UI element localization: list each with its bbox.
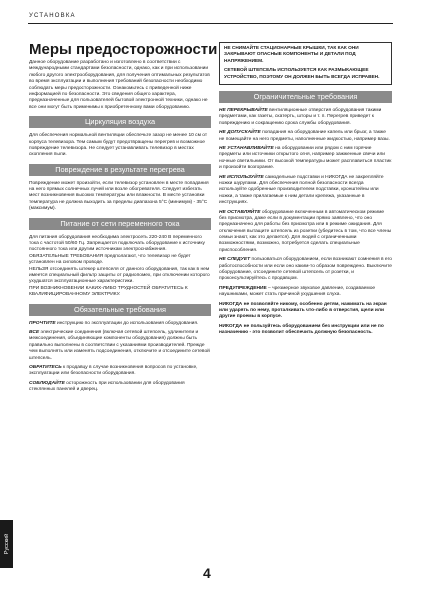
restriction-keyword: НЕ СЛЕДУЕТ	[219, 257, 251, 263]
mandatory-heading: Обязательные требования	[29, 304, 211, 316]
page-number: 4	[203, 565, 211, 581]
restriction-item: НЕ УСТАНАВЛИВАЙТЕ на оборудовании или рядом с ним горячие предметы или источники открытого огня, например зажженные свечи или ночные светильники. От высокой температуры может расплавиться пластик и произойти возгорание.	[219, 145, 392, 171]
mandatory-keyword: ВСЕ	[29, 329, 40, 335]
restriction-keyword: НЕ ПЕРЕКРЫВАЙТЕ	[219, 108, 268, 114]
left-column	[29, 60, 211, 396]
power-paragraph-4: ПРИ ВОЗНИКНОВЕНИИ КАКИХ-ЛИБО ТРУДНОСТЕЙ ОБРАТИТЕСЬ К КВАЛИФИЦИРОВАННОМУ ЭЛЕКТРИКУ.	[29, 285, 188, 298]
right-column	[219, 42, 392, 340]
restriction-item: НЕ СЛЕДУЕТ пользоваться оборудованием, если возникают сомнения в его работоспособности или если оно каким-то образом повреждено. Выключите оборудование, отсоедините сетевой штепсель от розетки, и проконсультируйтесь с продавцом.	[219, 257, 392, 282]
never-misuse-paragraph: НИКОГДА не пользуйтесь оборудованием без инструкции или не по назначению - это позволит обеспечить должную безопасность.	[219, 323, 384, 336]
mandatory-item: ОБРАТИТЕСЬ к продавцу в случае возникновения вопросов по установке, эксплуатации или безопасности оборудования.	[29, 364, 198, 377]
warning-box	[219, 42, 392, 85]
never-touch-screen-paragraph: НИКОГДА не позволяйте никому, особенно детям, нажимать на экран или ударять по нему, проталкивать что-либо в отверстия, щели или другие проемы в корпусе.	[219, 301, 387, 320]
mandatory-keyword: СОБЛЮДАЙТЕ	[29, 380, 65, 386]
overheat-paragraph: Повреждение может произойти, если телевизор установлен в месте попадания на него прямых солнечных лучей или возле обогревателя. Следует избегать мест возникновения высоких температуры или влажности. В месте установки температура не должна выходить за пределы диапазона 5°C (минимум) - 35°C (максимум).	[29, 180, 209, 212]
power-paragraph-3: НЕЛЬЗЯ отсоединять штекер штепселя от данного оборудования, так как в нем имеется специальный фильтр защиты от радиопомех, при отключении которого ухудшатся эксплуатационные характеристики.	[29, 266, 210, 285]
restriction-item: НЕ ПЕРЕКРЫВАЙТЕ вентиляционные отверстия оборудования такими предметами, как газеты, скатерть, шторы и т. п. Перегрев приведет к повреждению и сокращению срока службы оборудования.	[219, 108, 382, 126]
airflow-paragraph: Для обеспечения нормальной вентиляции обеспечьте зазор не менее 10 см от корпуса телевизора. Тем самым будут предотвращены перегрев и возможное повреждение телевизора. Не следует устанавливать телевизор в местах скопления пыли.	[29, 133, 208, 158]
page-title: Меры предосторожности	[29, 41, 218, 58]
intro-paragraph: Данное оборудование разработано и изготовлено в соответствии с международными стандартами безопасности, однако, как и при использовании любого другого электрооборудования, для получения оптимальных результатов во время эксплуатации и выполнения требований безопасности необходимо соблюдать меры предосторожности. Ознакомьтесь с приведенной ниже информацией по безопасности. Это сведения общего характера, предназначенные для пользователей бытовой электронной техники, однако не все они могут быть применимы к приобретенному вами оборудованию.	[29, 60, 210, 110]
section-header-label: УСТАНОВКА	[29, 13, 76, 19]
restriction-keyword: НЕ ОСТАВЛЯЙТЕ	[219, 209, 261, 215]
mandatory-item: ВСЕ электрические соединения (включая сетевой штепсель, удлинители и межсоединения, объединяющие компоненты оборудования) должны быть правильно выполнены в соответствии с указаниями производителей. Прежде чем выполнять или изменять подсоединения, отключите и отсоедините сетевой штепсель.	[29, 329, 210, 361]
restriction-keyword: НЕ ИСПОЛЬЗУЙТЕ	[219, 174, 264, 180]
mandatory-item: СОБЛЮДАЙТЕ осторожность при использовании для оборудования стеклянных панелей и дверец.	[29, 380, 185, 393]
caution-keyword: ПРЕДУПРЕЖДЕНИЕ	[219, 285, 267, 291]
header-divider	[28, 23, 393, 24]
power-heading: Питание от сети переменного тока	[29, 218, 211, 230]
mandatory-keyword: ПРОЧТИТЕ	[29, 320, 56, 326]
warning-plug: СЕТЕВОЙ ШТЕПСЕЛЬ ИСПОЛЬЗУЕТСЯ КАК РАЗМЫКАЮЩЕЕ УСТРОЙСТВО, ПОЭТОМУ ОН ДОЛЖЕН БЫТЬ ВСЕГДА ИСПРАВЕН.	[224, 68, 380, 80]
language-side-tab	[0, 520, 13, 568]
restrictions-heading: Ограничительные требования	[219, 91, 392, 103]
restriction-keyword: НЕ УСТАНАВЛИВАЙТЕ	[219, 145, 274, 151]
power-paragraph-2: ОБЯЗАТЕЛЬНЫЕ ТРЕБОВАНИЯ предполагают, что телевизор не будет установлен на силовом проводе.	[29, 253, 191, 266]
restriction-keyword: НЕ ДОПУСКАЙТЕ	[219, 130, 261, 136]
restriction-item: НЕ ОСТАВЛЯЙТЕ оборудование включенным в автоматическом режиме без присмотра, даже если в документации прямо заявлено, что оно предназначено для работы без присмотра или в режиме ожидания. Для отключения вытащите штепсель из розетки (убедитесь в том, что все члены семьи знают, как это делается). Для людей с ограниченными возможностями, возможно, потребуется сделать специальные приспособления.	[219, 209, 392, 253]
mandatory-keyword: ОБРАТИТЕСЬ	[29, 364, 62, 370]
overheat-heading: Повреждение в результате перегрева	[29, 164, 211, 176]
restriction-item: НЕ ИСПОЛЬЗУЙТЕ самодельные подставки и НИКОГДА не закрепляйте ножки шурупами. Для обеспечения полной безопасности всегда используйте одобренные производителем подставки, кронштейны или ножки, а также прилагаемые к ним детали крепежа, указанные в инструкциях.	[219, 174, 384, 206]
warning-covers: НЕ СНИМАЙТЕ СТАЦИОНАРНЫЕ КРЫШКИ, ТАК КАК ОНИ ЗАКРЫВАЮТ ОПАСНЫЕ КОМПОНЕНТЫ И ДЕТАЛИ ПОД НАПРЯЖЕНИЕМ.	[224, 46, 359, 64]
airflow-heading: Циркуляция воздуха	[29, 116, 211, 128]
power-paragraph-1: Для питания оборудования необходима электросеть 220-240 В переменного тока с частотой 50/60 Гц. Запрещается подключать оборудование к источнику постоянного тока или другим источникам электроснабжения.	[29, 234, 205, 253]
mandatory-item: ПРОЧТИТЕ инструкцию по эксплуатации до использования оборудования.	[29, 320, 199, 326]
language-label: Русский	[3, 533, 10, 555]
caution-paragraph: ПРЕДУПРЕЖДЕНИЕ – чрезмерное звуковое давление, создаваемое наушниками, может стать причиной ухудшения слуха.	[219, 285, 376, 298]
restriction-item: НЕ ДОПУСКАЙТЕ попадания на оборудование капель или брызг, а также не помещайте на него предметы, наполненные жидкостью, например вазы.	[219, 130, 390, 142]
